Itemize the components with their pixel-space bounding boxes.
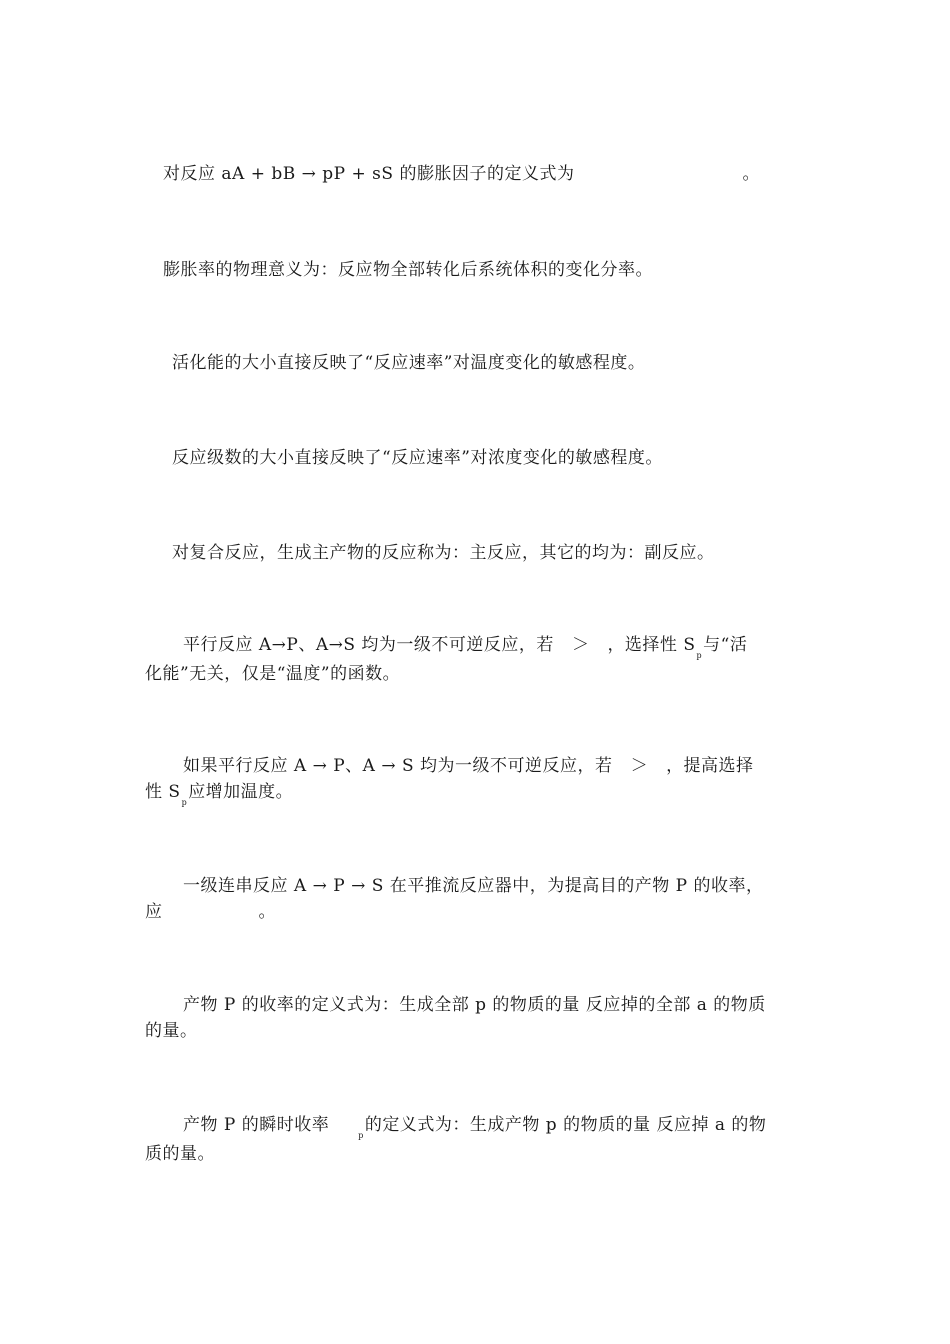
paragraph-instantaneous-yield [145, 1112, 766, 1167]
expansion-factor-text: 对反应 aA + bB → pP + sS 的膨胀因子的定义式为 [163, 164, 575, 184]
paragraph-complex-reaction [172, 540, 715, 566]
paragraph-line [145, 1018, 766, 1044]
paragraph-line [145, 1112, 766, 1141]
paragraph-line [145, 1141, 766, 1167]
instantaneous-yield-line2: 质的量。 [145, 1144, 215, 1164]
series-reaction-line2a: 应 [145, 902, 163, 922]
paragraph-expansion-factor [163, 161, 760, 187]
paragraph-line [145, 899, 764, 925]
yield-definition-line1: 产物 P 的收率的定义式为：生成全部 p 的物质的量 反应掉的全部 a 的物质 [183, 995, 766, 1015]
complex-reaction-text: 对复合反应，生成主产物的反应称为：主反应，其它的均为：副反应。 [172, 543, 715, 563]
paragraph-line [145, 873, 764, 899]
paragraph-selectivity [145, 753, 754, 808]
period: 。 [742, 164, 760, 184]
greater-than: ＞ [630, 756, 649, 776]
paragraph-reaction-order [172, 445, 663, 471]
parallel-reaction-line2: 化能”无关，仅是“温度”的函数。 [145, 664, 401, 684]
yield-definition-line2: 的量。 [145, 1021, 198, 1041]
paragraph-line [145, 632, 747, 661]
expansion-rate-text: 膨胀率的物理意义为：反应物全部转化后系统体积的变化分率。 [163, 260, 653, 280]
series-reaction-line1: 一级连串反应 A → P → S 在平推流反应器中，为提高目的产物 P 的收率， [183, 876, 764, 896]
instantaneous-yield-text-b: 的定义式为：生成产物 p 的物质的量 反应掉 a 的物 [364, 1115, 767, 1135]
subscript-p: p [696, 651, 703, 660]
subscript-p: p [181, 798, 188, 807]
selectivity-text-b: ，提高选择 [666, 756, 754, 776]
selectivity-line2a: 性 S [145, 782, 181, 802]
paragraph-line [145, 753, 754, 779]
paragraph-parallel-reaction [145, 632, 747, 687]
parallel-reaction-text-a: 平行反应 A→P、A→S 均为一级不可逆反应，若 [183, 635, 554, 655]
parallel-reaction-text-c: 与“活 [703, 635, 748, 655]
selectivity-line2b: 应增加温度。 [188, 782, 294, 802]
reaction-order-text: 反应级数的大小直接反映了“反应速率”对浓度变化的敏感程度。 [172, 448, 663, 468]
paragraph-expansion-rate [163, 257, 653, 283]
paragraph-line [145, 779, 754, 808]
parallel-reaction-text-b: ，选择性 S [607, 635, 696, 655]
subscript-p: p [358, 1131, 364, 1140]
period: 。 [258, 902, 276, 922]
paragraph-series-reaction [145, 873, 764, 925]
paragraph-activation-energy [172, 350, 645, 376]
greater-than: ＞ [571, 635, 590, 655]
paragraph-line [145, 661, 747, 687]
paragraph-yield-definition [145, 992, 766, 1044]
instantaneous-yield-text-a: 产物 P 的瞬时收率 [183, 1115, 330, 1135]
selectivity-text-a: 如果平行反应 A → P、A → S 均为一级不可逆反应，若 [183, 756, 613, 776]
paragraph-line [145, 992, 766, 1018]
activation-energy-text: 活化能的大小直接反映了“反应速率”对温度变化的敏感程度。 [172, 353, 646, 373]
